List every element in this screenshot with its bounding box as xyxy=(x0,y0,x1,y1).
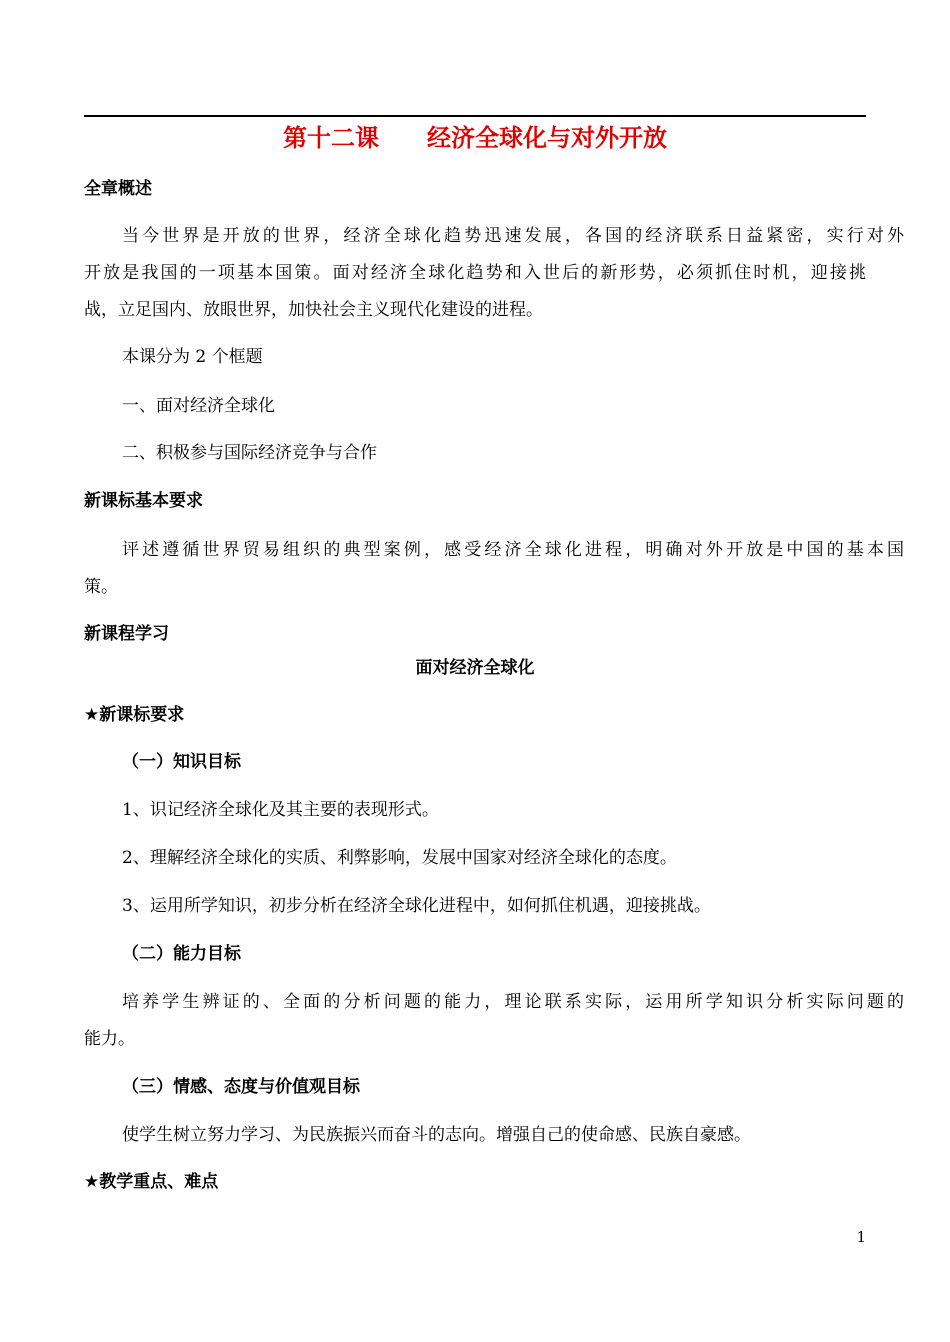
requirements-heading: ★新课标要求 xyxy=(84,705,185,725)
overview-paragraph-line-2: 开放是我国的一项基本国策。面对经济全球化趋势和入世后的新形势，必须抓住时机，迎接挑 xyxy=(84,263,866,283)
knowledge-goal-2: 2、理解经济全球化的实质、利弊影响，发展中国家对经济全球化的态度。 xyxy=(122,848,677,868)
knowledge-goal-3: 3、运用所学知识，初步分析在经济全球化进程中，如何抓住机遇，迎接挑战。 xyxy=(122,896,711,916)
overview-frame-item-2: 二、积极参与国际经济竞争与合作 xyxy=(122,443,377,463)
knowledge-goal-1: 1、识记经济全球化及其主要的表现形式。 xyxy=(122,800,439,820)
frame-title: 面对经济全球化 xyxy=(415,658,535,678)
lesson-title: 第十二课 经济全球化与对外开放 xyxy=(283,124,667,152)
header-rule xyxy=(84,115,866,117)
ability-paragraph-line-1: 培养学生辨证的、全面的分析问题的能力，理论联系实际，运用所学知识分析实际问题的 xyxy=(122,992,904,1012)
ability-goal-heading: （二）能力目标 xyxy=(122,944,241,964)
overview-paragraph-line-3: 战，立足国内、放眼世界，加快社会主义现代化建设的进程。 xyxy=(84,300,543,320)
overview-frame-item-1: 一、面对经济全球化 xyxy=(122,396,275,416)
overview-heading: 全章概述 xyxy=(84,179,152,199)
overview-frame-count: 本课分为 2 个框题 xyxy=(122,347,263,367)
standard-heading: 新课标基本要求 xyxy=(84,491,203,511)
emotion-goal-heading: （三）情感、态度与价值观目标 xyxy=(122,1077,360,1097)
standard-paragraph-line-2: 策。 xyxy=(84,577,118,597)
standard-paragraph-line-1: 评述遵循世界贸易组织的典型案例，感受经济全球化进程，明确对外开放是中国的基本国 xyxy=(122,540,904,560)
ability-paragraph-line-2: 能力。 xyxy=(84,1029,135,1049)
emotion-paragraph: 使学生树立努力学习、为民族振兴而奋斗的志向。增强自己的使命感、民族自豪感。 xyxy=(122,1125,751,1145)
key-points-heading: ★教学重点、难点 xyxy=(84,1172,219,1192)
knowledge-goal-heading: （一）知识目标 xyxy=(122,752,241,772)
overview-paragraph-line-1: 当今世界是开放的世界，经济全球化趋势迅速发展，各国的经济联系日益紧密，实行对外 xyxy=(122,226,904,246)
page-number: 1 xyxy=(856,1228,866,1246)
study-heading: 新课程学习 xyxy=(84,624,169,644)
